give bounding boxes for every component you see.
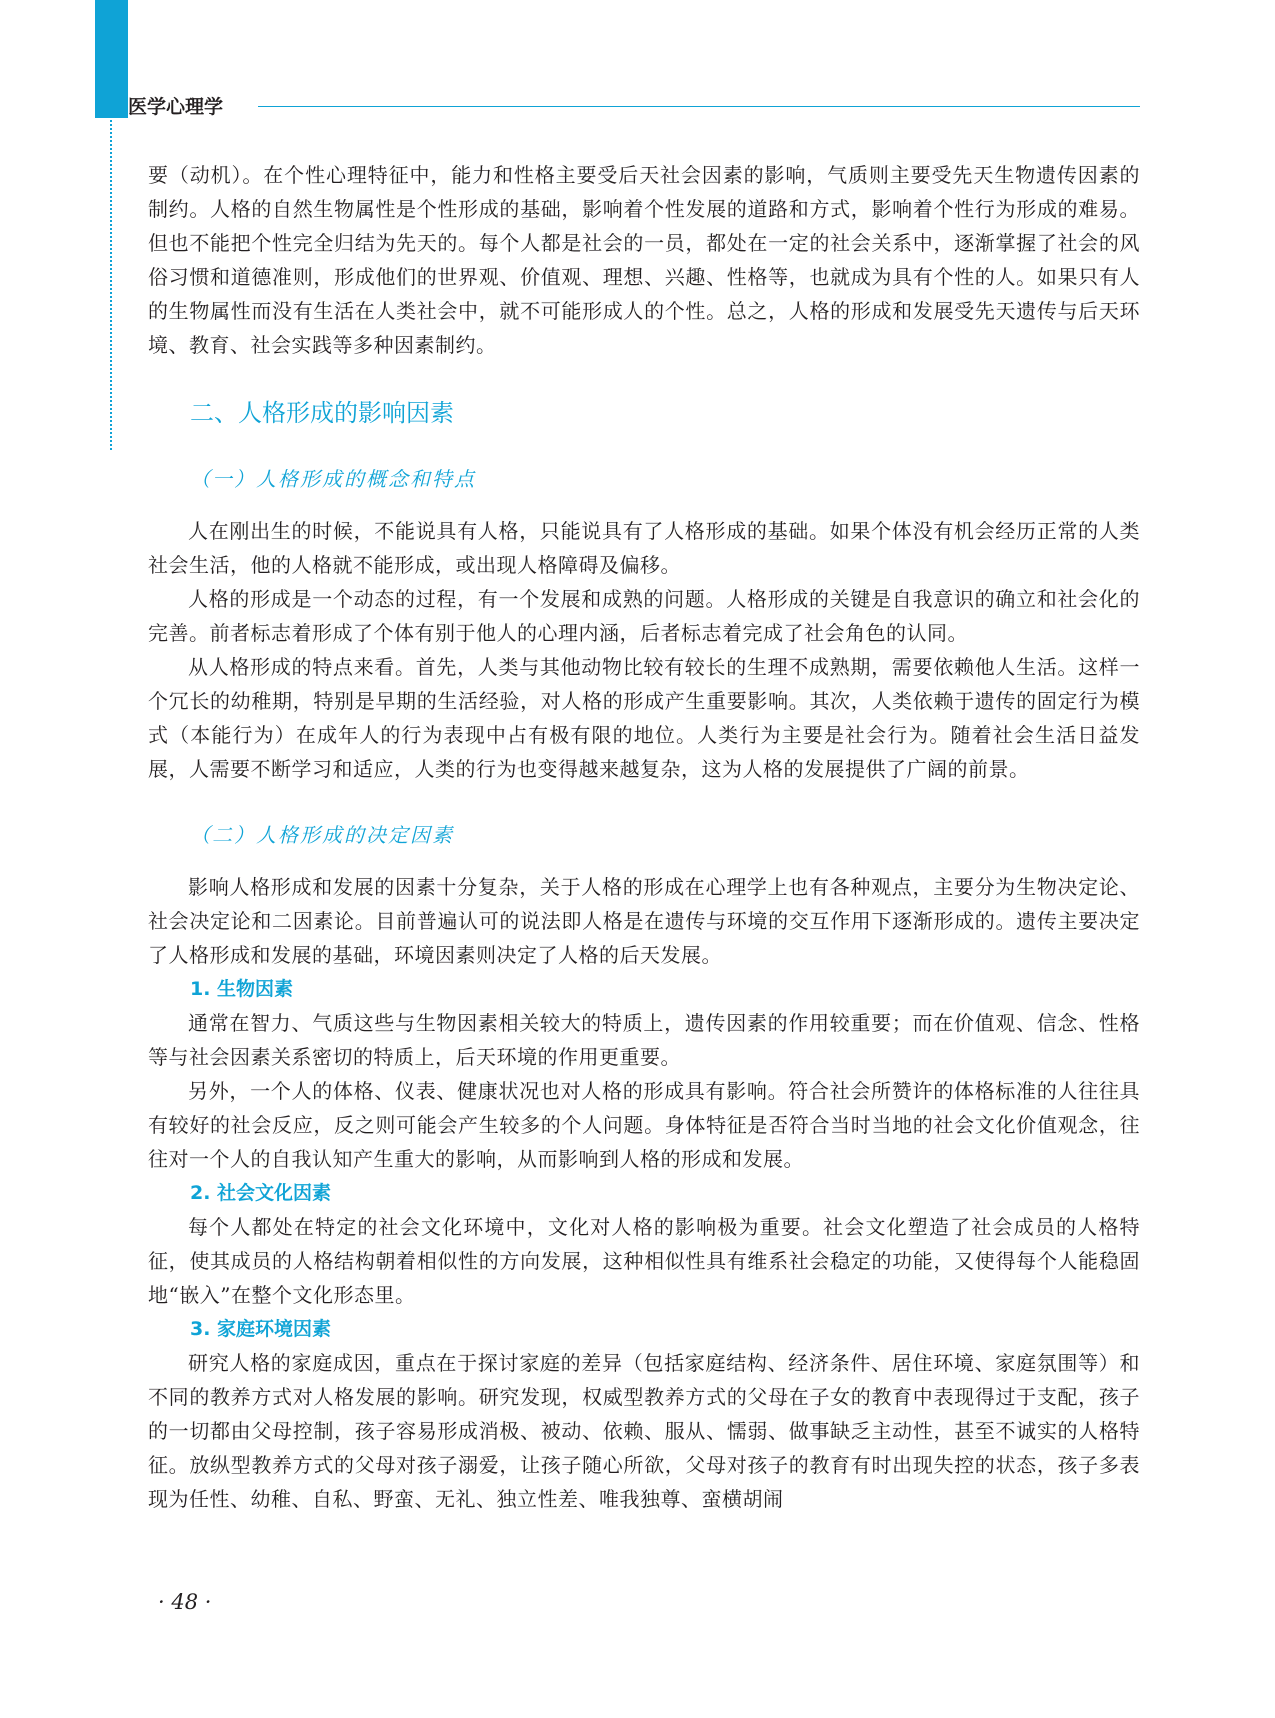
paragraph: 人在刚出生的时候，不能说具有人格，只能说具有了人格形成的基础。如果个体没有机会经历正常的人类社会生活，他的人格就不能形成，或出现人格障碍及偏移。 [148,519,1140,577]
header-rule [258,106,1140,107]
subsection-title-1: （一）人格形成的概念和特点 [190,467,476,491]
paragraph-intro: 要（动机）。在个性心理特征中，能力和性格主要受后天社会因素的影响，气质则主要受先天生物遗传因素的制约。人格的自然生物属性是个性形成的基础，影响着个性发展的道路和方式，影响着个性行为形成的难易。但也不能把个性完全归结为先天的。每个人都是社会的一员，都处在一定的社会关系中，逐渐掌握了社会的风俗习惯和道德准则，形成他们的世界观、价值观、理想、兴趣、性格等，也就成为具有个性的人。如果只有人的生物属性而没有生活在人类社会中，就不可能形成人的个性。总之，人格的形成和发展受先天遗传与后天环境、教育、社会实践等多种因素制约。 [148,163,1140,357]
paragraph: 每个人都处在特定的社会文化环境中，文化对人格的影响极为重要。社会文化塑造了社会成员的人格特征，使其成员的人格结构朝着相似性的方向发展，这种相似性具有维系社会稳定的功能，又使得每个人能稳固地“嵌入”在整个文化形态里。 [148,1215,1140,1307]
paragraph: 另外，一个人的体格、仪表、健康状况也对人格的形成具有影响。符合社会所赞许的体格标准的人往往具有较好的社会反应，反之则可能会产生较多的个人问题。身体特征是否符合当时当地的社会文化价值观念，往往对一个人的自我认知产生重大的影响，从而影响到人格的形成和发展。 [148,1079,1140,1171]
page-body [148,158,1140,1516]
paragraph: 通常在智力、气质这些与生物因素相关较大的特质上，遗传因素的作用较重要；而在价值观、信念、性格等与社会因素关系密切的特质上，后天环境的作用更重要。 [148,1011,1140,1069]
page-number: · 48 · [158,1590,212,1614]
paragraph: 研究人格的家庭成因，重点在于探讨家庭的差异（包括家庭结构、经济条件、居住环境、家庭氛围等）和不同的教养方式对人格发展的影响。研究发现，权威型教养方式的父母在子女的教育中表现得过于支配，孩子的一切都由父母控制，孩子容易形成消极、被动、依赖、服从、懦弱、做事缺乏主动性，甚至不诚实的人格特征。放纵型教养方式的父母对孩子溺爱，让孩子随心所欲，父母对孩子的教育有时出现失控的状态，孩子多表现为任性、幼稚、自私、野蛮、无礼、独立性差、唯我独尊、蛮横胡闹 [148,1351,1140,1511]
numbered-heading-3: 3. 家庭环境因素 [190,1318,332,1340]
numbered-heading-2: 2. 社会文化因素 [190,1182,332,1204]
side-dotted-line [110,120,112,450]
paragraph: 影响人格形成和发展的因素十分复杂，关于人格的形成在心理学上也有各种观点，主要分为生物决定论、社会决定论和二因素论。目前普遍认可的说法即人格是在遗传与环境的交互作用下逐渐形成的。遗传主要决定了人格形成和发展的基础，环境因素则决定了人格的后天发展。 [148,875,1140,967]
numbered-heading-1: 1. 生物因素 [190,978,294,1000]
paragraph: 人格的形成是一个动态的过程，有一个发展和成熟的问题。人格形成的关键是自我意识的确立和社会化的完善。前者标志着形成了个体有别于他人的心理内涵，后者标志着完成了社会角色的认同。 [148,587,1140,645]
side-color-bar [95,0,128,118]
running-head: 医学心理学 [128,96,224,118]
section-title: 二、人格形成的影响因素 [190,399,454,427]
subsection-title-2: （二）人格形成的决定因素 [190,823,454,847]
paragraph: 从人格形成的特点来看。首先，人类与其他动物比较有较长的生理不成熟期，需要依赖他人生活。这样一个冗长的幼稚期，特别是早期的生活经验，对人格的形成产生重要影响。其次，人类依赖于遗传的固定行为模式（本能行为）在成年人的行为表现中占有极有限的地位。人类行为主要是社会行为。随着社会生活日益发展，人需要不断学习和适应，人类的行为也变得越来越复杂，这为人格的发展提供了广阔的前景。 [148,655,1140,781]
